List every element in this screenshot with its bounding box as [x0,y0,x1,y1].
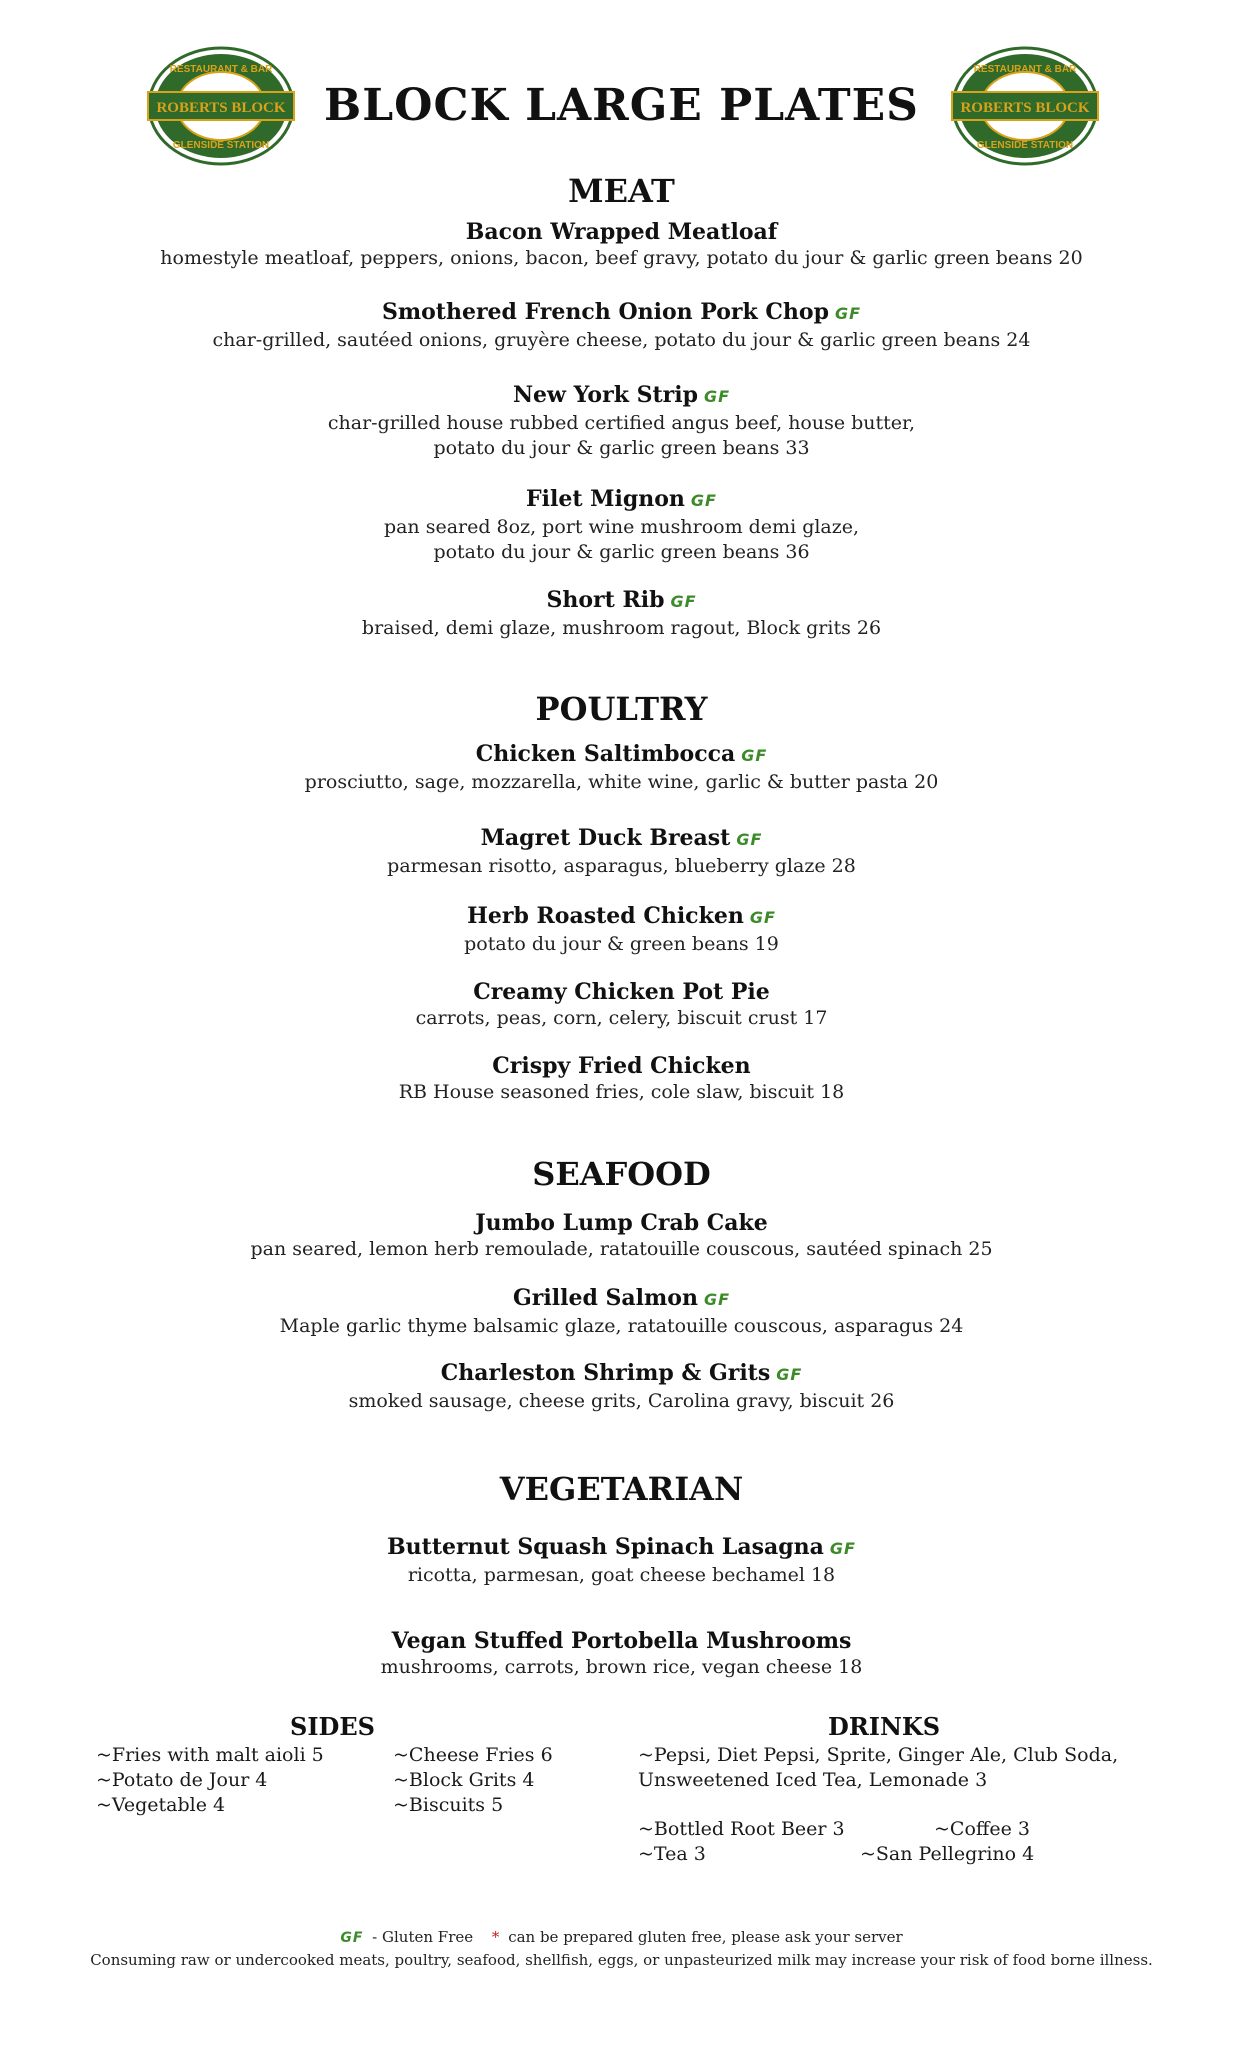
menu-item [0,1209,1243,1262]
item-desc: homestyle meatloaf, peppers, onions, bacon, beef gravy, potato du jour & garlic green beans 20 [160,247,1083,269]
side-item: ~Vegetable 4 [96,1794,226,1816]
sides-title: SIDES [290,1712,375,1741]
item-desc: Maple garlic thyme balsamic glaze, ratatouille couscous, asparagus 24 [279,1315,964,1337]
section-title-poultry: POULTRY [535,690,708,728]
menu-item [0,824,1243,879]
item-desc: RB House seasoned fries, cole slaw, biscuit 18 [398,1081,845,1103]
item-desc: char-grilled house rubbed certified angus beef, house butter, [327,412,916,434]
gluten-free-icon: GF [670,592,697,611]
item-desc: ricotta, parmesan, goat cheese bechamel 18 [407,1564,836,1586]
side-item: ~Fries with malt aioli 5 [96,1744,324,1766]
item-name: Crispy Fried Chicken [492,1053,751,1079]
item-desc: char-grilled, sautéed onions, gruyère cheese, potato du jour & garlic green beans 24 [212,329,1031,351]
star-icon: * [491,1928,500,1946]
gluten-free-icon: GF [741,746,768,765]
item-name: Short Rib [546,587,665,613]
section-title-meat: MEAT [568,172,675,210]
drink-line: Unsweetened Iced Tea, Lemonade 3 [638,1769,988,1791]
item-desc: prosciutto, sage, mozzarella, white wine, garlic & butter pasta 20 [304,771,939,793]
section-title-seafood: SEAFOOD [532,1155,711,1193]
menu-item [0,1052,1243,1105]
gluten-free-icon: GF [690,491,717,510]
drink-line: ~Pepsi, Diet Pepsi, Sprite, Ginger Ale, Club Soda, [638,1744,1119,1766]
gluten-free-label: - Gluten Free [372,1928,474,1946]
menu-item [0,586,1243,641]
item-desc: potato du jour & green beans 19 [464,933,779,955]
item-desc: potato du jour & garlic green beans 36 [433,541,810,563]
food-safety-warning: Consuming raw or undercooked meats, poultry, seafood, shellfish, eggs, or unpasteurized milk may increase your risk of food borne illness. [90,1951,1153,1969]
gluten-free-icon: GF [749,908,776,927]
item-name: Herb Roasted Chicken [467,903,744,929]
menu-item [0,218,1243,271]
star-label: can be prepared gluten free, please ask your server [508,1928,903,1946]
gluten-free-icon: GF [703,387,731,406]
menu-item [0,978,1243,1031]
logo-top-text: RESTAURANT & BAR [169,64,273,75]
section-title-vegetarian: VEGETARIAN [499,1470,744,1508]
logo-top-text: RESTAURANT & BAR [973,64,1077,75]
footer-legend [0,1928,1243,1946]
drink-item: ~Bottled Root Beer 3 [638,1818,845,1840]
side-item: ~Block Grits 4 [393,1769,535,1791]
item-name: New York Strip [512,382,698,408]
logo-bottom-text: GLENSIDE STATION [172,140,270,151]
item-desc: smoked sausage, cheese grits, Carolina gravy, biscuit 26 [348,1390,895,1412]
menu-item [0,1284,1243,1339]
item-name: Filet Mignon [526,486,685,512]
item-desc: potato du jour & garlic green beans 33 [433,437,810,459]
side-item: ~Cheese Fries 6 [393,1744,553,1766]
item-desc: mushrooms, carrots, brown rice, vegan cheese 18 [380,1656,863,1678]
drinks-title: DRINKS [828,1712,941,1741]
item-name: Charleston Shrimp & Grits [440,1360,771,1386]
item-name: Smothered French Onion Pork Chop [381,299,829,325]
side-item: ~Biscuits 5 [393,1794,504,1816]
side-item: ~Potato de Jour 4 [96,1769,268,1791]
gluten-free-icon: GF [736,830,763,849]
item-name: Jumbo Lump Crab Cake [475,1210,768,1236]
item-desc: parmesan risotto, asparagus, blueberry glaze 28 [387,855,856,877]
logo-banner-text: ROBERTS BLOCK [960,100,1090,116]
menu-item [0,1359,1243,1414]
item-desc: pan seared, lemon herb remoulade, ratatouille couscous, sautéed spinach 25 [250,1238,993,1260]
drink-item: ~Coffee 3 [934,1818,1031,1840]
item-name: Chicken Saltimbocca [475,741,736,767]
logo-banner-text: ROBERTS BLOCK [156,100,286,116]
drink-item: ~San Pellegrino 4 [860,1843,1035,1865]
item-desc: carrots, peas, corn, celery, biscuit crust 17 [415,1007,828,1029]
page-title: BLOCK LARGE PLATES [324,80,919,131]
item-name: Grilled Salmon [513,1285,698,1311]
menu-item [0,902,1243,957]
logo-bottom-text: GLENSIDE STATION [976,140,1074,151]
menu-item [0,381,1243,461]
item-desc: pan seared 8oz, port wine mushroom demi glaze, [383,516,860,538]
menu-item [0,298,1243,353]
menu-item [0,740,1243,795]
gluten-free-icon: GF [703,1290,730,1309]
item-name: Vegan Stuffed Portobella Mushrooms [391,1628,852,1654]
menu-item [0,485,1243,565]
gluten-free-icon: GF [829,1539,856,1558]
menu-item [0,1627,1243,1680]
item-name: Butternut Squash Spinach Lasagna [387,1534,824,1560]
gluten-free-icon: GF [834,304,862,323]
item-desc: braised, demi glaze, mushroom ragout, Block grits 26 [361,617,882,639]
item-name: Magret Duck Breast [480,825,731,851]
gluten-free-icon: GF [776,1365,803,1384]
menu-item [0,1533,1243,1588]
gluten-free-icon: GF [340,1930,364,1946]
item-name: Creamy Chicken Pot Pie [473,979,770,1005]
drink-item: ~Tea 3 [638,1843,706,1865]
item-name: Bacon Wrapped Meatloaf [465,219,778,245]
